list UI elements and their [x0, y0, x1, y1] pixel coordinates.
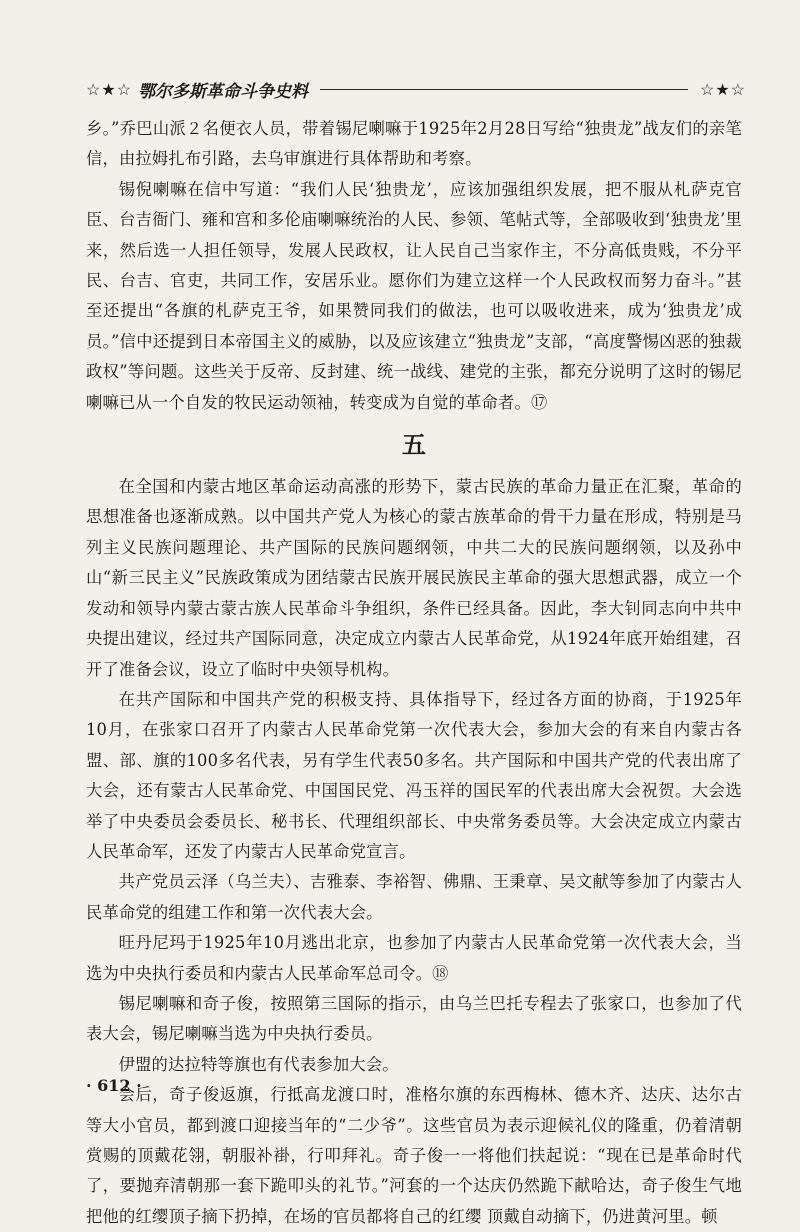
- header-rule: [320, 89, 688, 90]
- paragraph: 乡。”乔巴山派２名便衣人员，带着锡尼喇嘛于1925年2月28日写给“独贵龙”战友们的亲笔信，由拉姆扎布引路，去乌审旗进行具体帮助和考察。: [86, 119, 742, 169]
- page-number: · 612 ·: [86, 1076, 142, 1095]
- paragraph: 锡尼喇嘛和奇子俊，按照第三国际的指示，由乌兰巴托专程去了张家口，也参加了代表大会，锡尼喇嘛当选为中央执行委员。: [86, 993, 742, 1044]
- paragraph: 在共产国际和中国共产党的积极支持、具体指导下，经过各方面的协商，于1925年10月，在张家口召开了内蒙古人民革命党第一次代表大会，参加大会的有来自内蒙古各盟、部、旗的100多名代表，另有学生代表50多名。共产国际和中国共产党的代表出席了大会，还有蒙古人民革命党、中国国民党、冯玉祥的国民军的代表出席大会祝贺。大会选举了中央委员会委员长、秘书长、代理组织部长、中央常务委员等。大会决定成立内蒙古人民革命军，还发了内蒙古人民革命党宣言。: [86, 689, 742, 861]
- paragraphs-before: [86, 114, 742, 418]
- paragraph: 共产党员云泽（乌兰夫）、吉雅泰、李裕智、佛鼎、王秉章、吴文献等参加了内蒙古人民革命党的组建工作和第一次代表大会。: [86, 872, 742, 922]
- header-stars-left: ☆★☆: [86, 79, 133, 99]
- section-title: 五: [401, 430, 427, 460]
- header-title: 鄂尔多斯革命斗争史料: [138, 81, 309, 102]
- paragraph: 旺丹尼玛于1925年10月逃出北京，也参加了内蒙古人民革命党第一次代表大会，当选为中央执行委员和内蒙古人民革命军总司令。⑱: [86, 933, 742, 983]
- header-stars-right: ☆★☆: [699, 79, 746, 99]
- paragraph: 伊盟的达拉特等旗也有代表参加大会。: [118, 1054, 399, 1074]
- running-header: [86, 76, 746, 102]
- paragraph: 锡倪喇嘛在信中写道：“我们人民‘独贵龙’，应该加强组织发展，把不服从札萨克官臣、台吉衙门、雍和宫和多伦庙喇嘛统治的人民、参领、笔帖式等，全部吸收到‘独贵龙’里来，然后选一人担任领导，发展人民政权，让人民自己当家作主，不分高低贵贱，不分平民、台吉、官吏，共同工作，安居乐业。愿你们为建立这样一个人民政权而努力奋斗。”甚至还提出“各旗的札萨克王爷，如果赞同我们的做法，也可以吸收进来，成为‘独贵龙’成员。”信中还提到日本帝国主义的威胁，以及应该建立“独贵龙”支部，“高度警惕凶恶的独裁政权”等问题。这些关于反帝、反封建、统一战线、建党的主张，都充分说明了这时的锡尼喇嘛已从一个自发的牧民运动领袖，转变成为自觉的革命者。⑰: [86, 179, 742, 412]
- paragraphs-after: [86, 472, 742, 1232]
- paragraph: 会后，奇子俊返旗，行抵高龙渡口时，准格尔旗的东西梅林、德木齐、达庆、达尔古等大小官员，都到渡口迎接当年的“二少爷”。这些官员为表示迎候礼仪的隆重，仍着清朝赏赐的顶戴花翎，朝服补褂，行叩拜礼。奇子俊一一将他们扶起说：“现在已是革命时代了，要抛弃清朝那一套下跪叩头的礼节。”河套的一个达庆仍然跪下献哈达，奇子俊生气地把他的红缨顶子摘下扔掉，在场的官员都将自己的红缨 顶戴自动摘下，仍进黄河里。顿: [86, 1085, 742, 1226]
- body-text: [86, 114, 742, 1232]
- paragraph: 在全国和内蒙古地区革命运动高涨的形势下，蒙古民族的革命力量正在汇聚，革命的思想准备也逐渐成熟。以中国共产党人为核心的蒙古族革命的骨干力量在形成，特别是马列主义民族问题理论、共产国际的民族问题纲领，中共二大的民族问题纲领，以及孙中山“新三民主义”民族政策成为团结蒙古民族开展民族民主革命的强大思想武器，成立一个发动和领导内蒙古蒙古族人民革命斗争组织，条件已经具备。因此，李大钊同志向中共中央提出建议，经过共产国际同意，决定成立内蒙古人民革命党，从1924年底开始组建，召开了准备会议，设立了临时中央领导机构。: [86, 477, 742, 679]
